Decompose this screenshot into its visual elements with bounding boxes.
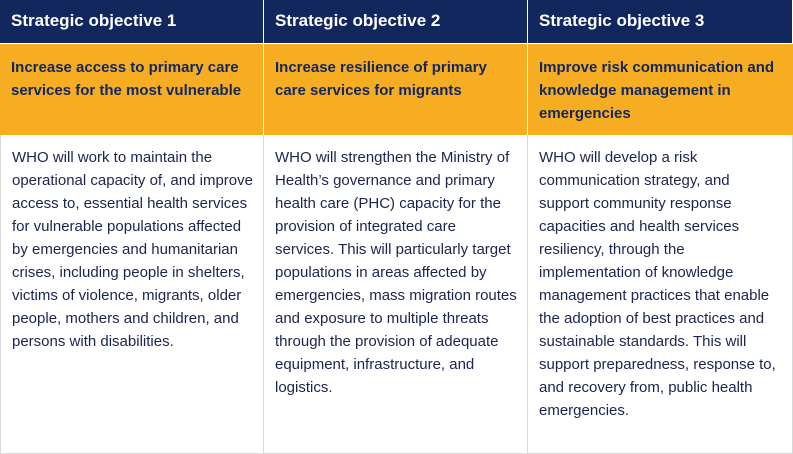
objective-3-description: WHO will develop a risk communication strategy, and support community response capacities and health services resiliency, through the implementation of knowledge management practices that enable the adoption of best practices and sustainable standards. This will support preparedness, response to, and recovery from, public health emergencies. [528,135,793,454]
objective-2-description: WHO will strengthen the Ministry of Health’s governance and primary health care (PHC) capacity for the provision of integrated care services. This will particularly target populations in areas affected by emergencies, mass migration routes and exposure to multiple threats through the provision of adequate equipment, infrastructure, and logistics. [264,135,528,454]
objective-2-heading: Strategic objective 2 [264,0,528,43]
objective-2-title: Increase resilience of primary care services for migrants [264,43,528,135]
objective-1-title: Increase access to primary care services for the most vulnerable [0,43,264,135]
objective-3-title: Improve risk communication and knowledge management in emergencies [528,43,793,135]
objective-1-heading: Strategic objective 1 [0,0,264,43]
objective-3-heading: Strategic objective 3 [528,0,793,43]
objective-1-description: WHO will work to maintain the operational capacity of, and improve access to, essential health services for vulnerable populations affected by emergencies and humanitarian crises, including people in shelters, victims of violence, migrants, older people, mothers and children, and persons with disabilities. [0,135,264,454]
